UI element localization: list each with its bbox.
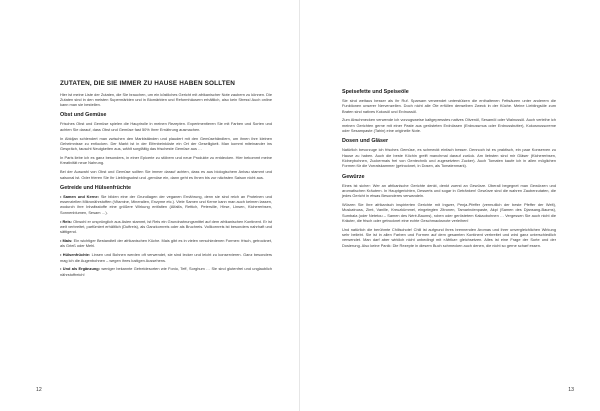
paragraph: In Abidjan schlendert man zwischen den Marktständen und plaudert mit den Gemüsehändlern, um ihnen ihre kleinen Geheimnisse zu entlocken. Der Markt ist in der Elfenbeinküste ein Ort der Geselligkeit. Man kommt miteinander ins Gespräch, tauscht Neuigkeiten aus, wählt sorgfältig das frischeste Gemüse aus … (60, 135, 272, 152)
list-item (60, 252, 272, 263)
list-item (60, 194, 272, 215)
section-heading-fruit-vegetables: Obst und Gemüse (60, 112, 107, 119)
paragraph: Natürlich bevorzuge ich frisches Gemüse, es schmeckt einfach besser. Dennoch ist es praktisch, ein paar Konserven zu Hause zu haben. Auch die beste Köchin greift manchmal darauf zurück. Am liebsten sind mir Gläser (Kichererbsen, Kidneybohnen, Zuckermais frei von Gentechnik und zugesetztem Zucker). Auch Tomaten kaufe ich in allen möglichen Formen für die Vorratskammer (getrocknet, in Dosen, als Tomatenmark). (342, 147, 556, 169)
list-item (60, 266, 272, 277)
list-item-label: • Samen und Kerne: (60, 193, 100, 199)
section-heading-cans-jars: Dosen und Gläser (342, 138, 389, 145)
list-item-text: Sie bilden eine der Grundlagen der veganen Ernährung, denn sie sind reich an Proteinen und essenziellen Mikronährstoffen (Vitamine, Mineralien, Enzyme etc.). Viele Samen und Kerne kann man auch keimen lassen, wodurch ihre Inhaltsstoffe eine größere Wirkung entfalten (Alfalfa, Rettich, Petersilie, Hirse, Linsen, Kichererbsen, Sonnenblumen, Sesam …). (60, 193, 272, 215)
list-item-label: • Reis: (60, 218, 73, 224)
paragraph: Zum Abschmecken verwende ich vorzugsweise kaltgepresstes natives Olivenöl, Sesamöl oder Walnussöl. Auch verleihe ich meinen Gerichten gerne mit einer Paste aus gerösteten Erdnüssen (Erdnussmus oder Erdnussbutter), Kokosnusscreme oder Sesampaste (Tahin) eine originelle Note. (342, 117, 556, 134)
paragraph: Frisches Obst und Gemüse spielen die Hauptrolle in meinen Rezepten. Experimentieren Sie mit Farben und Sorten und achten Sie darauf, dass Obst und Gemüse fast 50% Ihrer Ernährung ausmachen. (60, 121, 272, 132)
page-number-right: 13 (568, 387, 574, 393)
right-page (300, 0, 600, 411)
list-item (60, 238, 272, 249)
paragraph: In Paris liebe ich es ganz besonders, in einer Epicerie zu stöbern und neue Produkte zu entdecken. Hier bekommt meine Kreativität neue Nahrung. (60, 155, 272, 166)
page-title: ZUTATEN, DIE SIE IMMER ZU HAUSE HABEN SOLLTEN (60, 80, 236, 87)
section-heading-grains-legumes: Getreide und Hülsenfrüchte (60, 184, 131, 191)
paragraph: Bei der Auswahl von Obst und Gemüse sollten Sie immer darauf achten, dass es aus biologischem Anbau stammt und saisonal ist. Oder frieren Sie Ihr Lieblingsobst und -gemüse ein, dann geht es Ihnen bis zur nächsten Saison nicht aus. (60, 169, 272, 180)
left-column (60, 80, 272, 281)
list-item-text: Linsen und Bohnen werden oft verwendet, sie sind lecker und leicht zu konservieren. Ganz besonders mag ich die Augenbohnen – wegen ihres lustigen Aussehens. (60, 252, 272, 263)
list-item-text: Ein wichtiger Bestandteil der afrikanischen Küche. Mais gibt es in vielen verschiedenen Formen: frisch, getrocknet, als Grieß oder Mehl. (60, 238, 273, 249)
right-column (342, 84, 556, 252)
list-item-text: weniger bekannte Getreidesorten wie Fonio, Teff, Sorghum … Sie sind glutenfrei und unglaublich nährstoffreich! (60, 266, 272, 277)
paragraph: Und natürlich die berühmte Chilischote! Chili ist aufgrund ihres brennenden Aromas und ihrer unvergleichlichen Wirkung sehr beliebt. Sie ist in allen Farben und Formen auf dem gesamten Kontinent verbreitet und wird ganz unterschiedlich verwendet. Man darf aber wirklich nicht unbedingt mit »Afrika« gleichsetzen. Alles ist eine Frage der Sorte und der Dosierung. Also keine Panik: Die Rezepte in diesem Buch schmecken auch denen, die nicht so gerne scharf essen. (342, 226, 556, 248)
paragraph: Sie sind weitaus besser als ihr Ruf. Sparsam verwendet unterstützen die enthaltenen Fettsäuren unter anderem die Funktionen unserer Nervenzellen. Doch nicht alle Öle erfüllen denselben Zweck in der Küche. Meine Lieblingsöle zum Braten sind natives Kokosöl und Erdnussöl. (342, 98, 556, 114)
list-item-label: • Mais: (60, 238, 73, 244)
list-item (60, 219, 272, 235)
paragraph: Würzen Sie Ihre afrikanisch inspirierten Gerichte mit Ingwer, Penja-Pfeffer (vermutlich der beste Pfeffer der Welt), Muskatnuss, Zimt, Vanille, Kreuzkümmel, eingelegten Zitronen, Tamarindenpaste, Akpi (Samen des Djansang-Baums), Sumbala (oder Netetou – Samen des Néré-Baums), roben oder geröstetem Kakaobohnen … Vergessen Sie auch nicht die Kräuter, die frisch oder getrocknet eine echte Geschmacksnote verleihen! (342, 202, 556, 223)
list-item-label: • Und als Ergänzung: (60, 266, 100, 272)
list-item-label: • Hülsenfrüchte: (60, 252, 91, 258)
paragraph: Eines ist sicher: Wer an afrikanische Gerichte denkt, denkt zuerst an Gewürze. Überall begegnet man Gewürzen und aromatischen Kräutern. In Hauptgerichten, Desserts und sogar in Getränken! Gewürze sind die wahren Zauberzutaten, die jedes Gericht in etwas Besonderes verwandeln. (342, 182, 556, 199)
intro-paragraph: Hier ist meine Liste der Zutaten, die Sie brauchen, um ein köstliches Gericht mit afrikanischer Note zaubern zu können. Die Zutaten sind in den meisten Supermärkten und in Biomärkten und Reformhäusern erhältlich, also kein Stress! Auch online kann man sie bestellen. (60, 91, 272, 108)
list-item-text: Obwohl er ursprünglich aus Asien stammt, ist Reis ein Grundnahrungsmittel auf dem afrikanischen Kontinent. Er ist weit verbreitet, parfümiert erhältlich (Duftreis), als Ganzkornreis oder als Bruchreis. Vollkornreis ist besonders nahrhaft und sättigend. (60, 218, 272, 235)
section-heading-spices: Gewürze (342, 173, 365, 180)
page-number-left: 12 (36, 387, 42, 393)
section-heading-fats-oils: Speisefette und Speiseöle (342, 89, 409, 95)
